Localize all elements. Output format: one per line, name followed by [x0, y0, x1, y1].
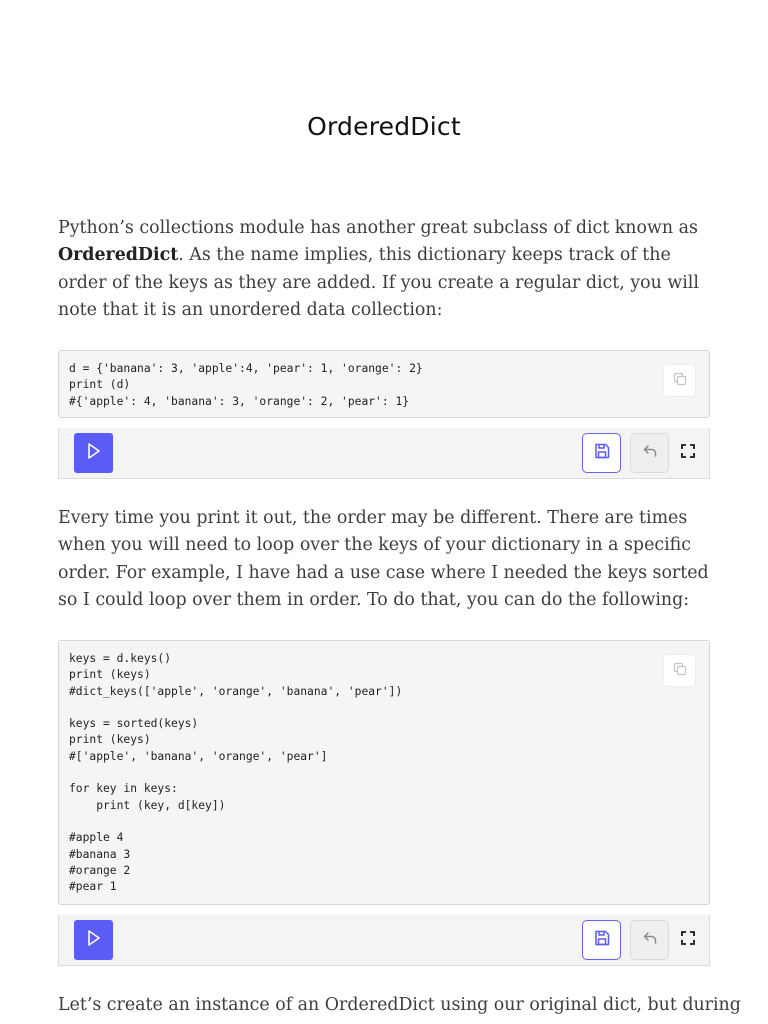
- save-button[interactable]: [582, 920, 621, 960]
- intro-text-end: . As the name implies, this dictionary keeps track of the order of the keys as they are added. If you create a regular dict, you will note that it is an unordered data collection:: [58, 245, 699, 320]
- code-toolbar: [58, 915, 710, 966]
- save-button[interactable]: [582, 433, 621, 473]
- code-text[interactable]: d = {'banana': 3, 'apple':4, 'pear': 1, 'orange': 2} print (d) #{'apple': 4, 'banana': 3, 'orange': 2, 'pear': 1}: [69, 362, 423, 408]
- reset-button[interactable]: [630, 433, 669, 473]
- fullscreen-button[interactable]: [673, 920, 703, 960]
- play-icon: [86, 929, 102, 951]
- undo-icon: [641, 442, 659, 464]
- copy-icon: [672, 661, 688, 681]
- explanation-paragraph: Every time you print it out, the order may be different. There are times when you will need to loop over the keys of your dictionary in a specific order. For example, I have had a use case where I needed the keys sorted so I could loop over them in order. To do that, you can do the following:: [58, 508, 709, 610]
- run-button[interactable]: [74, 920, 113, 960]
- intro-paragraph: [58, 215, 712, 324]
- undo-icon: [641, 929, 659, 951]
- intro-text-start: Python’s collections module has another great subclass of dict known as: [58, 218, 698, 238]
- ordereddict-term: OrderedDict: [58, 245, 179, 266]
- fullscreen-button[interactable]: [673, 433, 703, 473]
- continuation-paragraph: Let’s create an instance of an OrderedDict using our original dict, but during: [58, 995, 741, 1015]
- code-toolbar: [58, 428, 710, 479]
- page-title: OrderedDict: [307, 112, 461, 141]
- save-icon: [593, 929, 611, 951]
- copy-icon: [672, 371, 688, 391]
- code-editor[interactable]: [58, 640, 710, 905]
- reset-button[interactable]: [630, 920, 669, 960]
- code-text[interactable]: keys = d.keys() print (keys) #dict_keys(['apple', 'orange', 'banana', 'pear']) keys = sorted(keys) print (keys) #['apple', 'banana', 'orange', 'pear'] for key in keys: print (key, d[key]) #apple 4 #banana 3 #orange 2 #pear 1: [69, 652, 403, 894]
- copy-button[interactable]: [663, 654, 696, 687]
- copy-button[interactable]: [663, 364, 696, 397]
- fullscreen-icon: [680, 930, 696, 950]
- play-icon: [86, 442, 102, 464]
- fullscreen-icon: [680, 443, 696, 463]
- save-icon: [593, 442, 611, 464]
- run-button[interactable]: [74, 433, 113, 473]
- code-editor[interactable]: [58, 350, 710, 418]
